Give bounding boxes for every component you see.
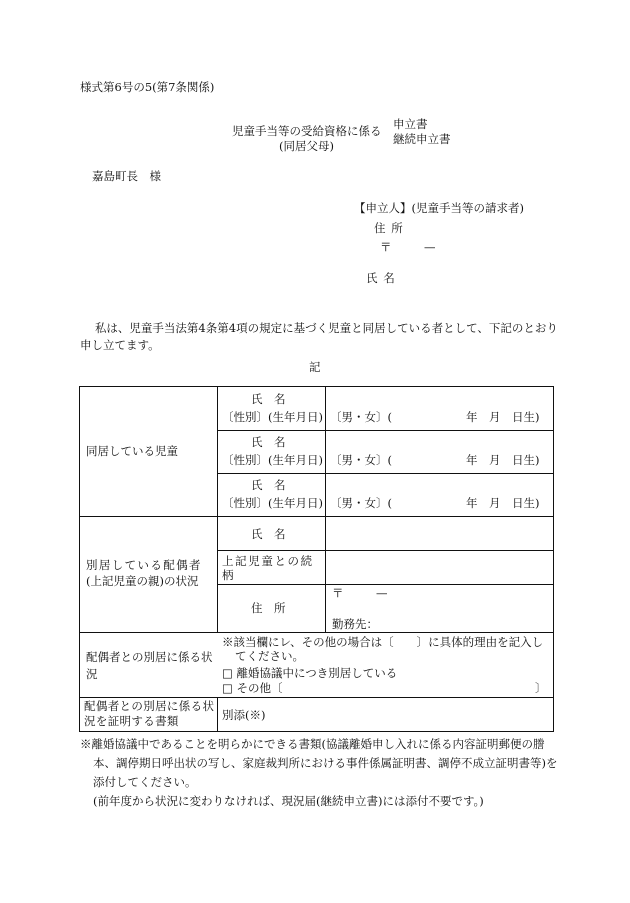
child1-sex-value: 〔男・女〕(: [330, 410, 392, 424]
child2-name-label: 氏 名: [251, 435, 286, 449]
option-other-close: 〕: [535, 681, 547, 695]
note-attachment: ※離婚協議中であることを明らかにできる書類(協議離婚申し入れに係る内容証明郵便の謄本、調停期日呼出状の写し、家庭裁判所における事件係属証明書、調停不成立証明書等)を添付してください。: [80, 737, 558, 789]
child3-date-suffix: 年 月 日生): [466, 496, 540, 510]
statement-text: 私は、児童手当法第4条第4項の規定に基づく児童と同居している者として、下記のとおり申し立てます。: [80, 321, 558, 352]
spouse-postal-dash: —: [376, 586, 388, 600]
spouse-heading-line2: (上記児童の親)の状況: [86, 574, 199, 588]
note-continued: (前年度から状況に変わりなければ、現況届(継続申立書)には添付不要です。): [93, 794, 484, 808]
option-divorce-negotiation: □ 離婚協議中につき別居している: [222, 666, 398, 680]
form-subtitle: (同居父母): [279, 139, 334, 153]
form-number: 様式第6号の5(第7条関係): [80, 80, 215, 94]
addressee: 嘉島町長 様: [92, 169, 161, 183]
child3-name-label: 氏 名: [251, 478, 286, 492]
ki-heading: 記: [309, 360, 321, 374]
applicant-postal-mark: 〒: [380, 240, 392, 254]
child3-sex-value: 〔男・女〕(: [330, 496, 392, 510]
applicant-name-label: 氏名: [366, 271, 401, 285]
separation-note: ※該当欄にレ、その他の場合は〔 〕に具体的理由を記入してください。: [222, 635, 544, 663]
relation-label: 上記児童との続柄: [222, 554, 314, 582]
workplace-label: 勤務先：: [332, 617, 378, 631]
child1-name-label: 氏 名: [251, 392, 286, 406]
child2-sex-value: 〔男・女〕(: [330, 453, 392, 467]
details-table: [79, 386, 553, 731]
form-title: 児童手当等の受給資格に係る: [232, 124, 382, 138]
child2-date-suffix: 年 月 日生): [466, 453, 540, 467]
child2-sex-dob-label: 〔性別〕(生年月日): [222, 453, 323, 467]
child1-sex-dob-label: 〔性別〕(生年月日): [222, 410, 323, 424]
option-other: □ その他〔: [222, 681, 283, 695]
notes: [80, 735, 560, 811]
separation-heading: 配偶者との別居に係る状況: [86, 650, 213, 681]
spouse-postal-mark: 〒: [332, 586, 344, 600]
spouse-address-label: 住 所: [251, 601, 286, 615]
proof-value: 別添(※): [222, 708, 266, 722]
child1-date-suffix: 年 月 日生): [466, 410, 540, 424]
spouse-name-label: 氏 名: [251, 527, 286, 541]
child3-sex-dob-label: 〔性別〕(生年月日): [222, 496, 323, 510]
form-type-option-continued: 継続申立書: [393, 132, 451, 146]
spouse-heading-line1: 別居している配偶者: [86, 558, 202, 572]
applicant-postal-dash: —: [424, 240, 436, 254]
applicant-heading: 【申立人】(児童手当等の請求者): [354, 201, 524, 215]
proof-heading: 配偶者との別居に係る状況を証明する書類: [84, 699, 215, 728]
children-heading: 同居している児童: [86, 444, 178, 458]
applicant-address-label: 住所: [374, 221, 409, 235]
form-type-option-application: 申立書: [393, 117, 428, 131]
